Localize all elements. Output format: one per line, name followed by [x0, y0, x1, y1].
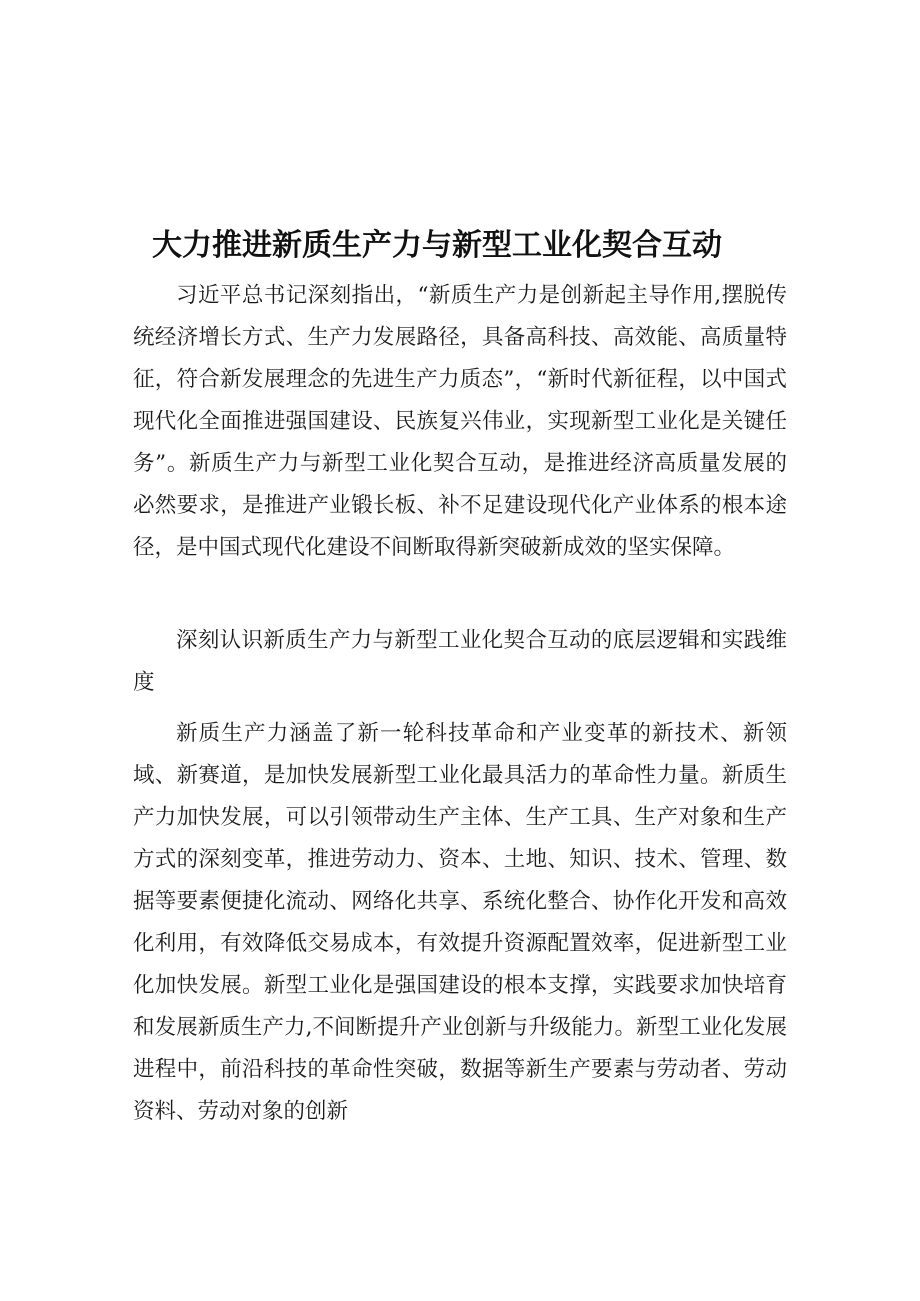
document-title: 大力推进新质生产力与新型工业化契合互动: [152, 228, 722, 263]
paragraph-intro: 习近平总书记深刻指出，“新质生产力是创新起主导作用,摆脱传统经济增长方式、生产力发展路径，具备高科技、高效能、高质量特征，符合新发展理念的先进生产力质态”，“新时代新征程，以中国式现代化全面推进强国建设、民族复兴伟业，实现新型工业化是关键任务”。新质生产力与新型工业化契合互动，是推进经济高质量发展的必然要求，是推进产业锻长板、补不足建设现代化产业体系的根本途径，是中国式现代化建设不间断取得新突破新成效的坚实保障。: [133, 283, 787, 560]
paragraph-body: 新质生产力涵盖了新一轮科技革命和产业变革的新技术、新领域、新赛道，是加快发展新型工业化最具活力的革命性力量。新质生产力加快发展，可以引领带动生产主体、生产工具、生产对象和生产方式的深刻变革，推进劳动力、资本、土地、知识、技术、管理、数据等要素便捷化流动、网络化共享、系统化整合、协作化开发和高效化利用，有效降低交易成本，有效提升资源配置效率，促进新型工业化加快发展。新型工业化是强国建设的根本支撑，实践要求加快培育和发展新质生产力,不间断提升产业创新与升级能力。新型工业化发展进程中，前沿科技的革命性突破，数据等新生产要素与劳动者、劳动资料、劳动对象的创新: [133, 721, 787, 1124]
section-heading: 深刻认识新质生产力与新型工业化契合互动的底层逻辑和实践维度: [133, 628, 787, 695]
